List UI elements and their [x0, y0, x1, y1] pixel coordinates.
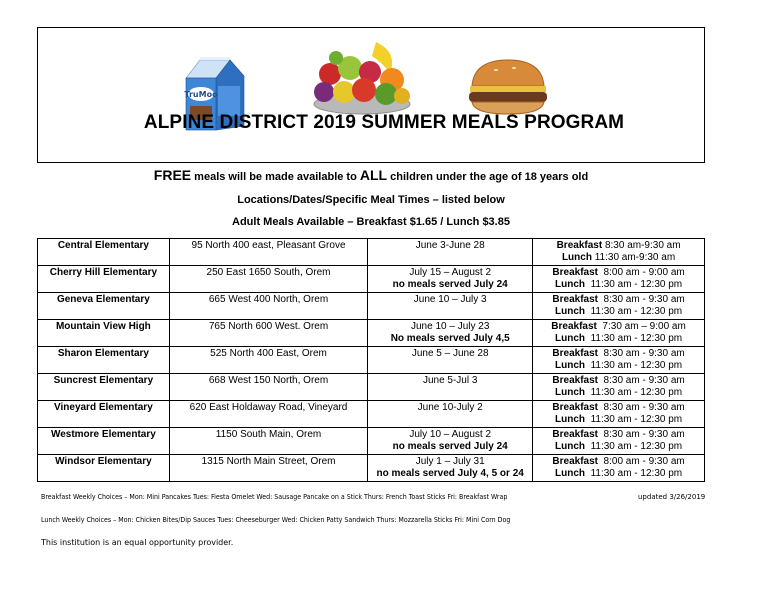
school-address: 765 North 600 West. Orem — [169, 320, 367, 347]
equal-opportunity-statement: This institution is an equal opportunity provider. — [41, 538, 234, 547]
service-dates — [368, 374, 533, 401]
lunch-time: 11:30 am-9:30 am — [591, 252, 676, 263]
lunch-time-line — [536, 441, 701, 453]
breakfast-label: Breakfast — [552, 456, 598, 467]
service-dates — [368, 320, 533, 347]
breakfast-time-line — [536, 375, 701, 387]
dates-note: No meals served July 4,5 — [390, 333, 510, 344]
school-address: 665 West 400 North, Orem — [169, 293, 367, 320]
school-name: Central Elementary — [38, 239, 170, 266]
service-dates — [368, 293, 533, 320]
school-name: Geneva Elementary — [38, 293, 170, 320]
lunch-time-line — [536, 306, 701, 318]
meal-sites-table — [37, 238, 705, 482]
free-meals-line — [37, 167, 705, 183]
dates-range: July 15 – August 2 — [409, 267, 492, 278]
lunch-time-line — [536, 468, 701, 480]
dates-range: July 10 – August 2 — [409, 429, 492, 440]
lunch-time-line — [536, 414, 701, 426]
updated-date: updated 3/26/2019 — [638, 493, 706, 501]
free-word: FREE — [153, 167, 192, 183]
breakfast-time-line — [536, 240, 701, 252]
school-address: 668 West 150 North, Orem — [169, 374, 367, 401]
free-text-part-1: meals will be made available to — [191, 171, 360, 183]
header-box — [37, 27, 705, 163]
service-dates — [368, 428, 533, 455]
breakfast-time: 8:30 am - 9:30 am — [598, 375, 685, 386]
breakfast-time-line — [536, 429, 701, 441]
meal-times — [533, 239, 705, 266]
lunch-time: 11:30 am - 12:30 pm — [585, 468, 683, 479]
lunch-time: 11:30 am - 12:30 pm — [585, 279, 683, 290]
breakfast-label: Breakfast — [556, 240, 603, 251]
breakfast-time-line — [536, 348, 701, 360]
breakfast-time-line — [536, 456, 701, 468]
school-address: 620 East Holdaway Road, Vineyard — [169, 401, 367, 428]
breakfast-time-line — [536, 402, 701, 414]
lunch-label: Lunch — [555, 468, 586, 479]
breakfast-label: Breakfast — [552, 267, 598, 278]
meal-times — [533, 320, 705, 347]
table-row — [38, 239, 705, 266]
adult-meals-line: Adult Meals Available – Breakfast $1.65 / Lunch $3.85 — [232, 216, 510, 228]
breakfast-time: 8:00 am - 9:30 am — [598, 456, 685, 467]
service-dates — [368, 239, 533, 266]
breakfast-label: Breakfast — [551, 321, 597, 332]
dates-range: June 10 – July 3 — [413, 294, 487, 305]
dates-range: June 5 – June 28 — [411, 348, 489, 359]
service-dates — [368, 347, 533, 374]
locations-line: Locations/Dates/Specific Meal Times – listed below — [237, 194, 505, 206]
school-address: 95 North 400 east, Pleasant Grove — [169, 239, 367, 266]
meal-times — [533, 428, 705, 455]
breakfast-label: Breakfast — [552, 375, 598, 386]
lunch-label: Lunch — [555, 333, 586, 344]
lunch-time-line — [536, 360, 701, 372]
breakfast-time-line — [536, 267, 701, 279]
lunch-label: Lunch — [555, 387, 586, 398]
lunch-time: 11:30 am - 12:30 pm — [585, 360, 683, 371]
lunch-time: 11:30 am - 12:30 pm — [585, 387, 683, 398]
breakfast-time: 8:00 am - 9:00 am — [598, 267, 685, 278]
meal-times — [533, 266, 705, 293]
table-row — [38, 428, 705, 455]
milk-carton-brand: TruMoo — [184, 90, 218, 99]
lunch-label: Lunch — [555, 414, 586, 425]
breakfast-choices: Breakfast Weekly Choices – Mon: Mini Pancakes Tues: Fiesta Omelet Wed: Sausage Pancake on a Stick Thurs: French Toast Sticks Fri: Breakfast Wrap — [41, 493, 508, 501]
school-name: Westmore Elementary — [38, 428, 170, 455]
breakfast-time: 8:30 am - 9:30 am — [598, 402, 685, 413]
breakfast-time: 8:30 am - 9:30 am — [598, 348, 685, 359]
lunch-time: 11:30 am - 12:30 pm — [585, 414, 683, 425]
table-row — [38, 266, 705, 293]
page-title: ALPINE DISTRICT 2019 SUMMER MEALS PROGRAM — [143, 112, 625, 133]
breakfast-label: Breakfast — [552, 294, 598, 305]
service-dates — [368, 401, 533, 428]
dates-range: June 3-June 28 — [415, 240, 485, 251]
breakfast-time: 8:30 am - 9:30 am — [598, 294, 685, 305]
table-row — [38, 293, 705, 320]
dates-note: no meals served July 4, 5 or 24 — [376, 468, 524, 479]
free-text-part-2: children under the age of 18 years old — [387, 171, 589, 183]
meal-times — [533, 347, 705, 374]
service-dates — [368, 266, 533, 293]
dates-range: July 1 – July 31 — [415, 456, 485, 467]
table-row — [38, 401, 705, 428]
all-word: ALL — [359, 167, 388, 183]
school-name: Vineyard Elementary — [38, 401, 170, 428]
table-row — [38, 455, 705, 482]
table-row — [38, 320, 705, 347]
meal-times — [533, 401, 705, 428]
breakfast-time: 8:30 am - 9:30 am — [598, 429, 685, 440]
breakfast-time: 8:30 am-9:30 am — [602, 240, 681, 251]
fruit-basket-image — [306, 34, 418, 118]
school-name: Sharon Elementary — [38, 347, 170, 374]
school-address: 1315 North Main Street, Orem — [169, 455, 367, 482]
lunch-label: Lunch — [555, 306, 586, 317]
lunch-choices: Lunch Weekly Choices – Mon: Chicken Bites/Dip Sauces Tues: Cheeseburger Wed: Chicken Patty Sandwich Thurs: Mozzarella Sticks Fri: Mini Corn Dog — [41, 516, 511, 524]
school-name: Cherry Hill Elementary — [38, 266, 170, 293]
breakfast-time-line — [536, 321, 701, 333]
meal-times — [533, 374, 705, 401]
lunch-time: 11:30 am - 12:30 pm — [585, 441, 683, 452]
lunch-label: Lunch — [555, 441, 586, 452]
dates-range: June 10 – July 23 — [411, 321, 490, 332]
meal-times — [533, 455, 705, 482]
school-name: Windsor Elementary — [38, 455, 170, 482]
school-address: 250 East 1650 South, Orem — [169, 266, 367, 293]
service-dates — [368, 455, 533, 482]
breakfast-label: Breakfast — [552, 402, 598, 413]
dates-note: no meals served July 24 — [392, 279, 508, 290]
school-name: Mountain View High — [38, 320, 170, 347]
dates-range: June 10-July 2 — [417, 402, 483, 413]
breakfast-time: 7:30 am – 9:00 am — [596, 321, 686, 332]
school-address: 1150 South Main, Orem — [169, 428, 367, 455]
dates-range: June 5-Jul 3 — [422, 375, 478, 386]
dates-note: no meals served July 24 — [392, 441, 508, 452]
meal-times — [533, 293, 705, 320]
lunch-time-line — [536, 333, 701, 345]
breakfast-label: Breakfast — [552, 348, 598, 359]
lunch-time: 11:30 am - 12:30 pm — [585, 333, 683, 344]
lunch-label: Lunch — [561, 252, 592, 263]
hamburger-image — [466, 56, 550, 120]
lunch-time-line — [536, 252, 701, 264]
breakfast-label: Breakfast — [552, 429, 598, 440]
school-name: Suncrest Elementary — [38, 374, 170, 401]
lunch-label: Lunch — [555, 360, 586, 371]
table-row — [38, 347, 705, 374]
lunch-time-line — [536, 387, 701, 399]
lunch-time: 11:30 am - 12:30 pm — [585, 306, 683, 317]
lunch-time-line — [536, 279, 701, 291]
lunch-label: Lunch — [555, 279, 586, 290]
school-address: 525 North 400 East, Orem — [169, 347, 367, 374]
table-row — [38, 374, 705, 401]
breakfast-time-line — [536, 294, 701, 306]
